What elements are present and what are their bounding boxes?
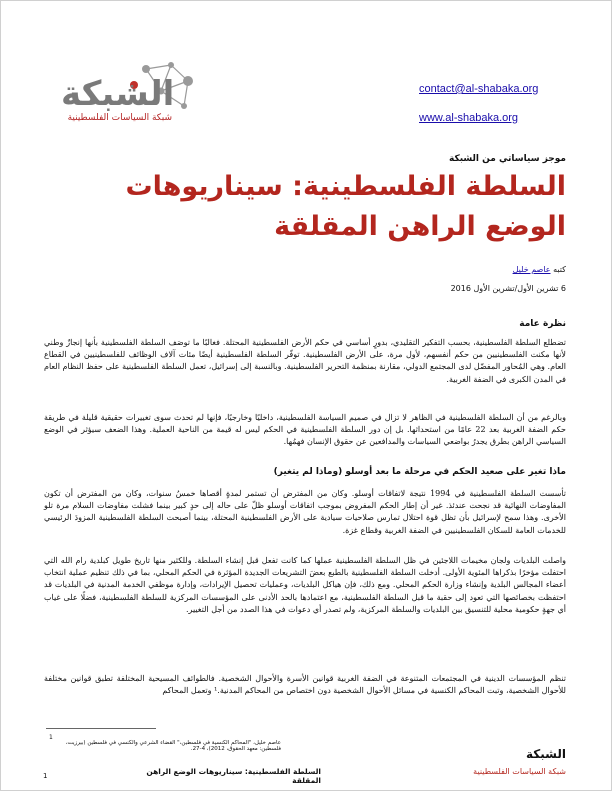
- paragraph: [44, 488, 566, 537]
- series-label: موجز سياساتي من الشبكة: [449, 154, 566, 164]
- footnote-text: عاصم خليل، "المحاكم الكنسية في فلسطين،" القضاء الشرعي والكنسي في فلسطين (بيرزيت، فلسطين: معهد الحقوق، 2012)، 4-27.: [65, 740, 281, 752]
- running-title: السلطة الفلسطينية: سيناريوهات الوضع الراهن المقلقة: [146, 767, 321, 785]
- footnote-number: 1: [49, 734, 53, 741]
- website-link[interactable]: www.al-shabaka.org: [419, 112, 519, 124]
- paragraph-text: تنظم المؤسسات الدينية في المجتمعات المتنوعة في الضفة الغربية قوانين الأسرة والأحوال الشخصية. فالطوائف المسيحية المختلفة تطبق قوانين مختلفة للأحوال الشخصية، وتبت المحاكم الكنسية في مسائل الأحوال الشخصية دون اختصاص من المحاكم المدنية.¹ وتعمل المحاكم: [44, 674, 566, 696]
- logo-subtitle: شبكة السياسات الفلسطينية: [67, 113, 172, 123]
- author-link[interactable]: عاصم خليل: [512, 265, 551, 274]
- footer-brand: الشبكة: [526, 747, 566, 761]
- paragraph: [44, 412, 566, 449]
- section-overview: [44, 319, 566, 329]
- paragraph-text: واصلت البلديات ولجان مخيمات اللاجئين في ظل السلطة الفلسطينية عملها كما كانت تفعل قبل إنشاء السلطة. وللكثير منها تاريخ طويل كبلدية رام الله التي احتفلت مؤخرًا بذكراها المئوية الأولى. أدخلت السلطة الفلسطينية بالطبع بعضَ التشريعات الجديدة المؤثرة في الحكم المحلي، بما في ذلك تنظيم عملية انتخاب أعضاء المجالس البلدية وإنشاء وزارة الحكم المحلي. ومع ذلك، فإن هياكل البلديات، وعمليات تحصيل الإيرادات، وإدارة موظفي الخدمة المدنية في البلديات قد احتفظت بخصائصها التي تعود إلى حقبة ما قبل السلطة الفلسطينية، مع اعتمادها بالحد الأدنى على المؤسسات المركزية للسلطة الفلسطينية، فضلًا على غياب أي جهةٍ حكومية محلية للتنسيق بين البلديات والسلطة المركزية، ولم تصدر أي دعوات في هذا الصدد من أجل التغيير.: [44, 556, 567, 614]
- page-title: السلطة الفلسطينية: سيناريوهات الوضع الراهن المقلقة: [125, 171, 566, 242]
- footnote-divider: [46, 728, 156, 729]
- section-heading: ماذا تغير على صعيد الحكم في مرحلة ما بعد أوسلو (وماذا لم يتغير): [273, 467, 566, 477]
- paragraph-text: تضطلع السلطة الفلسطينية، بحسب التفكير التقليدي، بدورٍ أساسي في حكم الأرض الفلسطينية المحتلة. فغالبًا ما توصَف السلطة الفلسطينية بأنها إنجازٌ وطني لأنها مكنت الفلسطينيين من حكم أنفسهم، لأول مرة، على الأرض الفلسطينية. توفّر السلطة الفلسطينية أيضًا مئات آلاف الوظائف للفلسطينيين في القطاع العام. وهي المُحاور المفضّل لدى المجتمع الدولي، مقارنة بمنظمة التحرير الفلسطينية. وبالنسبة إلى إسرائيل، تعمل السلطة الفلسطينية على حفظ النظام العام في المدن الكبرى في الضفة الغربية.: [44, 338, 566, 384]
- byline-prefix: كتبه: [553, 265, 566, 274]
- paragraph: [44, 555, 566, 616]
- byline: [513, 265, 566, 274]
- section-governance: [44, 467, 566, 477]
- paragraph-text: وبالرغم من أن السلطة الفلسطينية في الظاهر لا تزال في صميم السياسة الفلسطينية، داخليًا وخارجيًا، فإنها لم تحدث سوى تغييرات حقيقية قليلة في طريقة حكم الضفة الغربية بعد 22 عامًا من استحداثها. بل إن دور السلطة الفلسطينية في الحكم ليس له قيمة من الناحية العملية. وهذا الضعف سيؤثر في الوضع السياسي الراهن بطرق يجدرُ بواضعي السياسات والمدافعين عن حقوق الإنسان فهمُها.: [44, 413, 566, 447]
- publish-date: 6 تشرين الأول/تشرين الأول 2016: [450, 284, 566, 293]
- contact-email-link[interactable]: contact@al-shabaka.org: [419, 83, 539, 95]
- footer-subtitle: شبكة السياسات الفلسطينية: [473, 767, 566, 776]
- page-number: 1: [43, 772, 48, 780]
- paragraph-text: تأسست السلطة الفلسطينية في 1994 نتيجة لاتفاقات أوسلو. وكان من المفترض أن تستمر لمدةٍ أقصاها خمسُ سنوات، وكان من المفترض أن تكون المفاوضات النهائية قد نجحت عندئذ. غير أن إطار الحكم المفروض بموجب اتفاقات أوسلو ظلّ على حاله إلى حدٍ كبير بينما فشلت مفاوضات السلام مرة تلو الأخرى. وهذا سمح لإسرائيل بأن تظل قوة احتلال تمارس صلاحيات سيادية على الأرض الفلسطينية المحتلة، بينما أصبحت السلطة الفلسطينية المزودَ الرئيسي للخدمات العامة للسكان الفلسطينيين في الضفة الغربية وقطاع غزة.: [44, 489, 567, 535]
- section-heading: نظرة عامة: [519, 319, 566, 329]
- logo-wordmark: الشبكة: [61, 74, 175, 114]
- paragraph: [44, 673, 566, 697]
- paragraph: [44, 337, 566, 386]
